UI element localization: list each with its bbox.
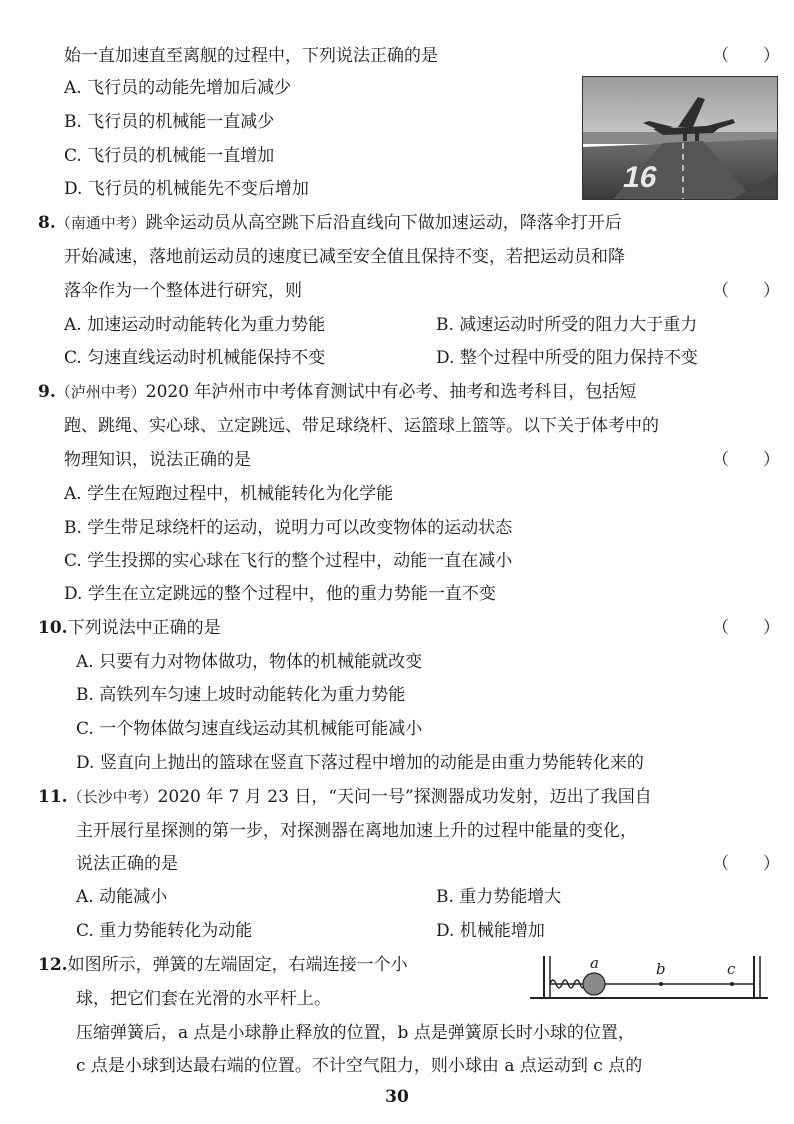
q9-line1 bbox=[38, 380, 636, 404]
page-number: 30 bbox=[385, 1087, 409, 1107]
q11-option-b: B. 重力势能增大 bbox=[436, 887, 562, 907]
q8-source: （南通中考） bbox=[55, 214, 146, 232]
q11-option-d: D. 机械能增加 bbox=[436, 921, 545, 941]
q11-number: 11. bbox=[38, 787, 68, 807]
q7-option-a: A. 飞行员的动能先增加后减少 bbox=[64, 78, 292, 98]
q10-option-a: A. 只要有力对物体做功，物体的机械能就改变 bbox=[76, 652, 423, 672]
spring-ball-diagram bbox=[524, 952, 774, 1002]
q9-option-c: C. 学生投掷的实心球在飞行的整个过程中，动能一直在减小 bbox=[64, 551, 513, 571]
q8-option-a: A. 加速运动时动能转化为重力势能 bbox=[64, 315, 326, 335]
q10-line1 bbox=[38, 616, 221, 640]
q7-option-c: C. 飞行员的机械能一直增加 bbox=[64, 146, 275, 166]
q11-option-c: C. 重力势能转化为动能 bbox=[76, 921, 253, 941]
q8-line3: 落伞作为一个整体进行研究，则 bbox=[64, 281, 302, 301]
q9-option-d: D. 学生在立定跳远的整个过程中，他的重力势能一直不变 bbox=[64, 584, 496, 604]
q8-option-c: C. 匀速直线运动时机械能保持不变 bbox=[64, 348, 326, 368]
q11-option-a: A. 动能减小 bbox=[76, 887, 168, 907]
label-a: a bbox=[590, 954, 599, 972]
q7-answer-paren: （ ） bbox=[712, 46, 780, 66]
point-c-dot bbox=[730, 982, 734, 986]
q7-option-d: D. 飞行员的机械能先不变后增加 bbox=[64, 179, 309, 199]
q8-option-d: D. 整个过程中所受的阻力保持不变 bbox=[436, 348, 698, 368]
q7-stem-tail: 始一直加速直至离舰的过程中，下列说法正确的是 bbox=[64, 46, 438, 66]
q7-option-b: B. 飞行员的机械能一直减少 bbox=[64, 112, 275, 132]
q8-answer-paren: （ ） bbox=[712, 281, 780, 301]
carrier-deck-illustration bbox=[583, 77, 777, 199]
q12-number: 12. bbox=[38, 955, 68, 975]
q11-line2: 主开展行星探测的第一步，对探测器在离地加速上升的过程中能量的变化， bbox=[76, 821, 637, 841]
q9-number: 9. bbox=[38, 382, 56, 402]
aircraft-carrier-photo bbox=[582, 76, 778, 200]
deck-number-marking: 16 bbox=[620, 161, 661, 194]
q8-option-b: B. 减速运动时所受的阻力大于重力 bbox=[436, 315, 698, 335]
q10-text-1: 下列说法中正确的是 bbox=[67, 618, 221, 638]
label-c: c bbox=[727, 960, 736, 978]
q11-line1 bbox=[38, 785, 652, 809]
q12-text-1: 如图所示，弹簧的左端固定，右端连接一个小 bbox=[67, 955, 408, 975]
q9-answer-paren: （ ） bbox=[712, 450, 780, 470]
q11-source: （长沙中考） bbox=[67, 788, 158, 806]
q8-number: 8. bbox=[38, 213, 56, 233]
q10-answer-paren: （ ） bbox=[712, 618, 780, 638]
q8-line1 bbox=[38, 211, 622, 235]
q11-line3: 说法正确的是 bbox=[76, 854, 178, 874]
q10-option-b: B. 高铁列车匀速上坡时动能转化为重力势能 bbox=[76, 685, 406, 705]
spring-ball-figure bbox=[524, 952, 774, 1002]
q11-answer-paren: （ ） bbox=[712, 854, 780, 874]
q12-line2: 球，把它们套在光滑的水平杆上。 bbox=[76, 989, 331, 1009]
q12-line4: c 点是小球到达最右端的位置。不计空气阻力，则小球由 a 点运动到 c 点的 bbox=[76, 1056, 643, 1076]
q11-text-1: 2020 年 7 月 23 日，“天问一号”探测器成功发射，迈出了我国自 bbox=[157, 787, 652, 807]
q8-text-1: 跳伞运动员从高空跳下后沿直线向下做加速运动，降落伞打开后 bbox=[145, 213, 622, 233]
q9-line3: 物理知识，说法正确的是 bbox=[64, 450, 251, 470]
label-b: b bbox=[656, 960, 666, 978]
q12-line1 bbox=[38, 953, 408, 977]
ball-shape bbox=[583, 973, 605, 995]
q9-source: （泸州中考） bbox=[55, 383, 146, 401]
q10-option-c: C. 一个物体做匀速直线运动其机械能可能减小 bbox=[76, 719, 423, 739]
q9-text-1: 2020 年泸州市中考体育测试中有必考、抽考和选考科目，包括短 bbox=[145, 382, 637, 402]
q9-option-b: B. 学生带足球绕杆的运动，说明力可以改变物体的运动状态 bbox=[64, 518, 513, 538]
q10-number: 10. bbox=[38, 618, 68, 638]
q9-option-a: A. 学生在短跑过程中，机械能转化为化学能 bbox=[64, 484, 394, 504]
q9-line2: 跑、跳绳、实心球、立定跳远、带足球绕杆、运篮球上篮等。以下关于体考中的 bbox=[64, 416, 659, 436]
point-b-dot bbox=[659, 982, 663, 986]
q8-line2: 开始减速，落地前运动员的速度已减至安全值且保持不变，若把运动员和降 bbox=[64, 247, 625, 267]
q10-option-d: D. 竖直向上抛出的篮球在竖直下落过程中增加的动能是由重力势能转化来的 bbox=[76, 753, 644, 773]
q12-line3: 压缩弹簧后，a 点是小球静止释放的位置，b 点是弹簧原长时小球的位置， bbox=[76, 1023, 635, 1043]
